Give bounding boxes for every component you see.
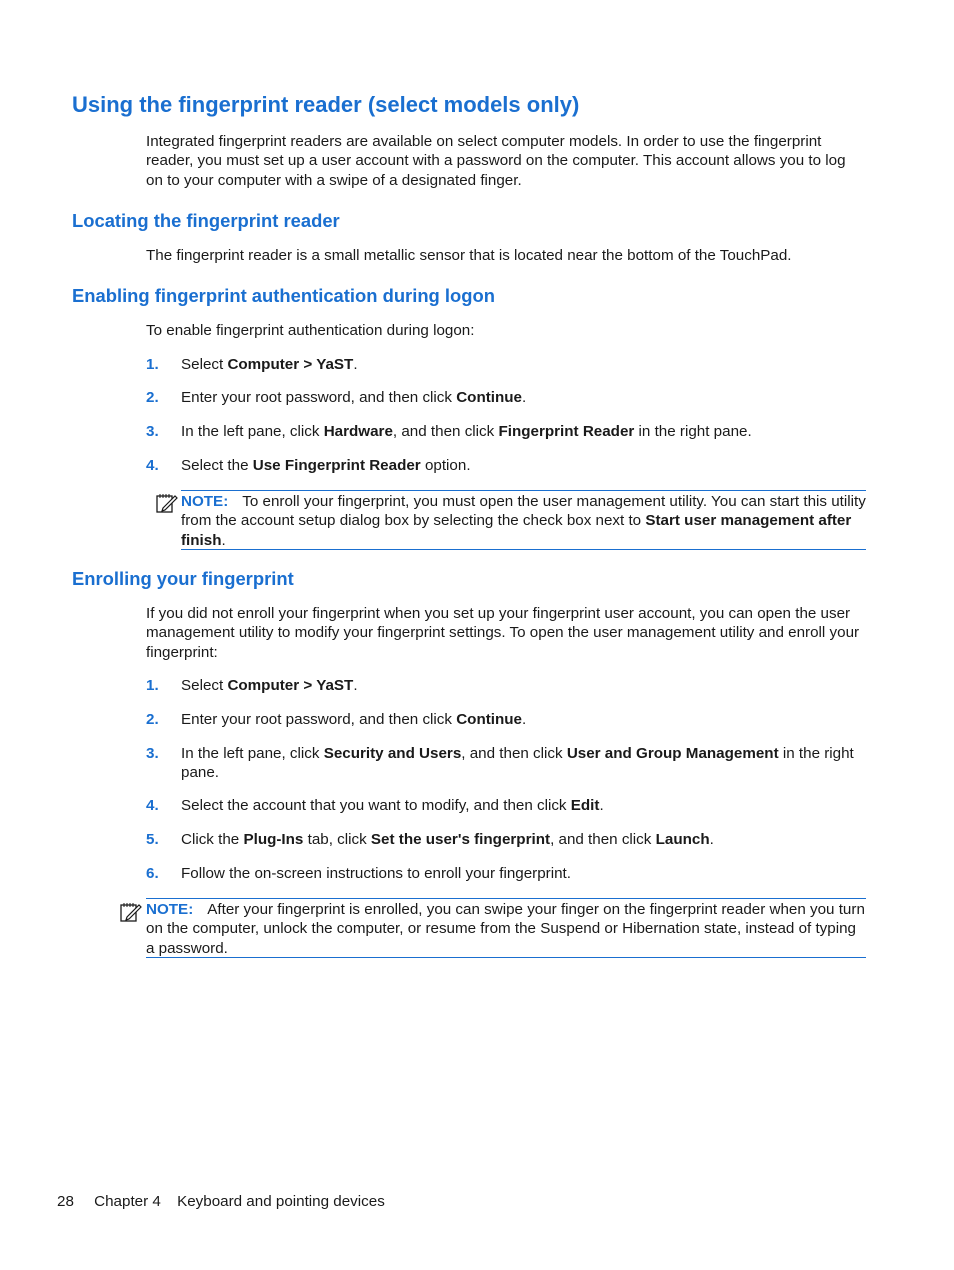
step-number: 5. xyxy=(146,831,159,848)
step-number: 2. xyxy=(146,389,159,406)
heading-enrolling: Enrolling your fingerprint xyxy=(72,568,294,589)
step-number: 1. xyxy=(146,356,159,373)
step-number: 1. xyxy=(146,677,159,694)
intro-paragraph: Integrated fingerprint readers are available on select computer models. In order to use the fingerprint reader, you must set up a user account with a password on the computer. This account allows you to log on to your computer with a swipe of a designated finger. xyxy=(146,133,846,189)
step-number: 3. xyxy=(146,423,159,440)
page-title: Using the fingerprint reader (select models only) xyxy=(72,92,580,117)
step-number: 2. xyxy=(146,711,159,728)
note-box: NOTE: After your fingerprint is enrolled, you can swipe your finger on the fingerprint reader when you turn on the computer, unlock the computer, or resume from the Suspend or Hibernation state, instead of typing a password. xyxy=(146,898,866,958)
note-pencil-icon xyxy=(119,900,143,922)
note-label: NOTE: xyxy=(146,901,194,918)
note-box: NOTE: To enroll your fingerprint, you must open the user management utility. You can start this utility from the account setup dialog box by selecting the check box next to Start user management after finish. xyxy=(181,490,866,550)
chapter-title: Keyboard and pointing devices xyxy=(177,1193,385,1210)
enabling-intro: To enable fingerprint authentication during logon: xyxy=(146,322,475,339)
step-number: 3. xyxy=(146,745,159,762)
page-number: 28 xyxy=(57,1193,74,1210)
heading-locating: Locating the fingerprint reader xyxy=(72,210,340,231)
page-footer xyxy=(57,1192,385,1211)
step-number: 4. xyxy=(146,797,159,814)
heading-enabling: Enabling fingerprint authentication during logon xyxy=(72,285,495,306)
locating-paragraph: The fingerprint reader is a small metallic sensor that is located near the bottom of the TouchPad. xyxy=(146,247,792,264)
note-label: NOTE: xyxy=(181,493,229,510)
step-number: 6. xyxy=(146,865,159,882)
note-pencil-icon xyxy=(155,491,179,513)
enrolling-intro: If you did not enroll your fingerprint when you set up your fingerprint user account, you can open the user management utility to modify your fingerprint settings. To open the user management utility and enroll your fingerprint: xyxy=(146,605,860,661)
chapter-number: Chapter 4 xyxy=(94,1193,161,1210)
step-number: 4. xyxy=(146,457,159,474)
